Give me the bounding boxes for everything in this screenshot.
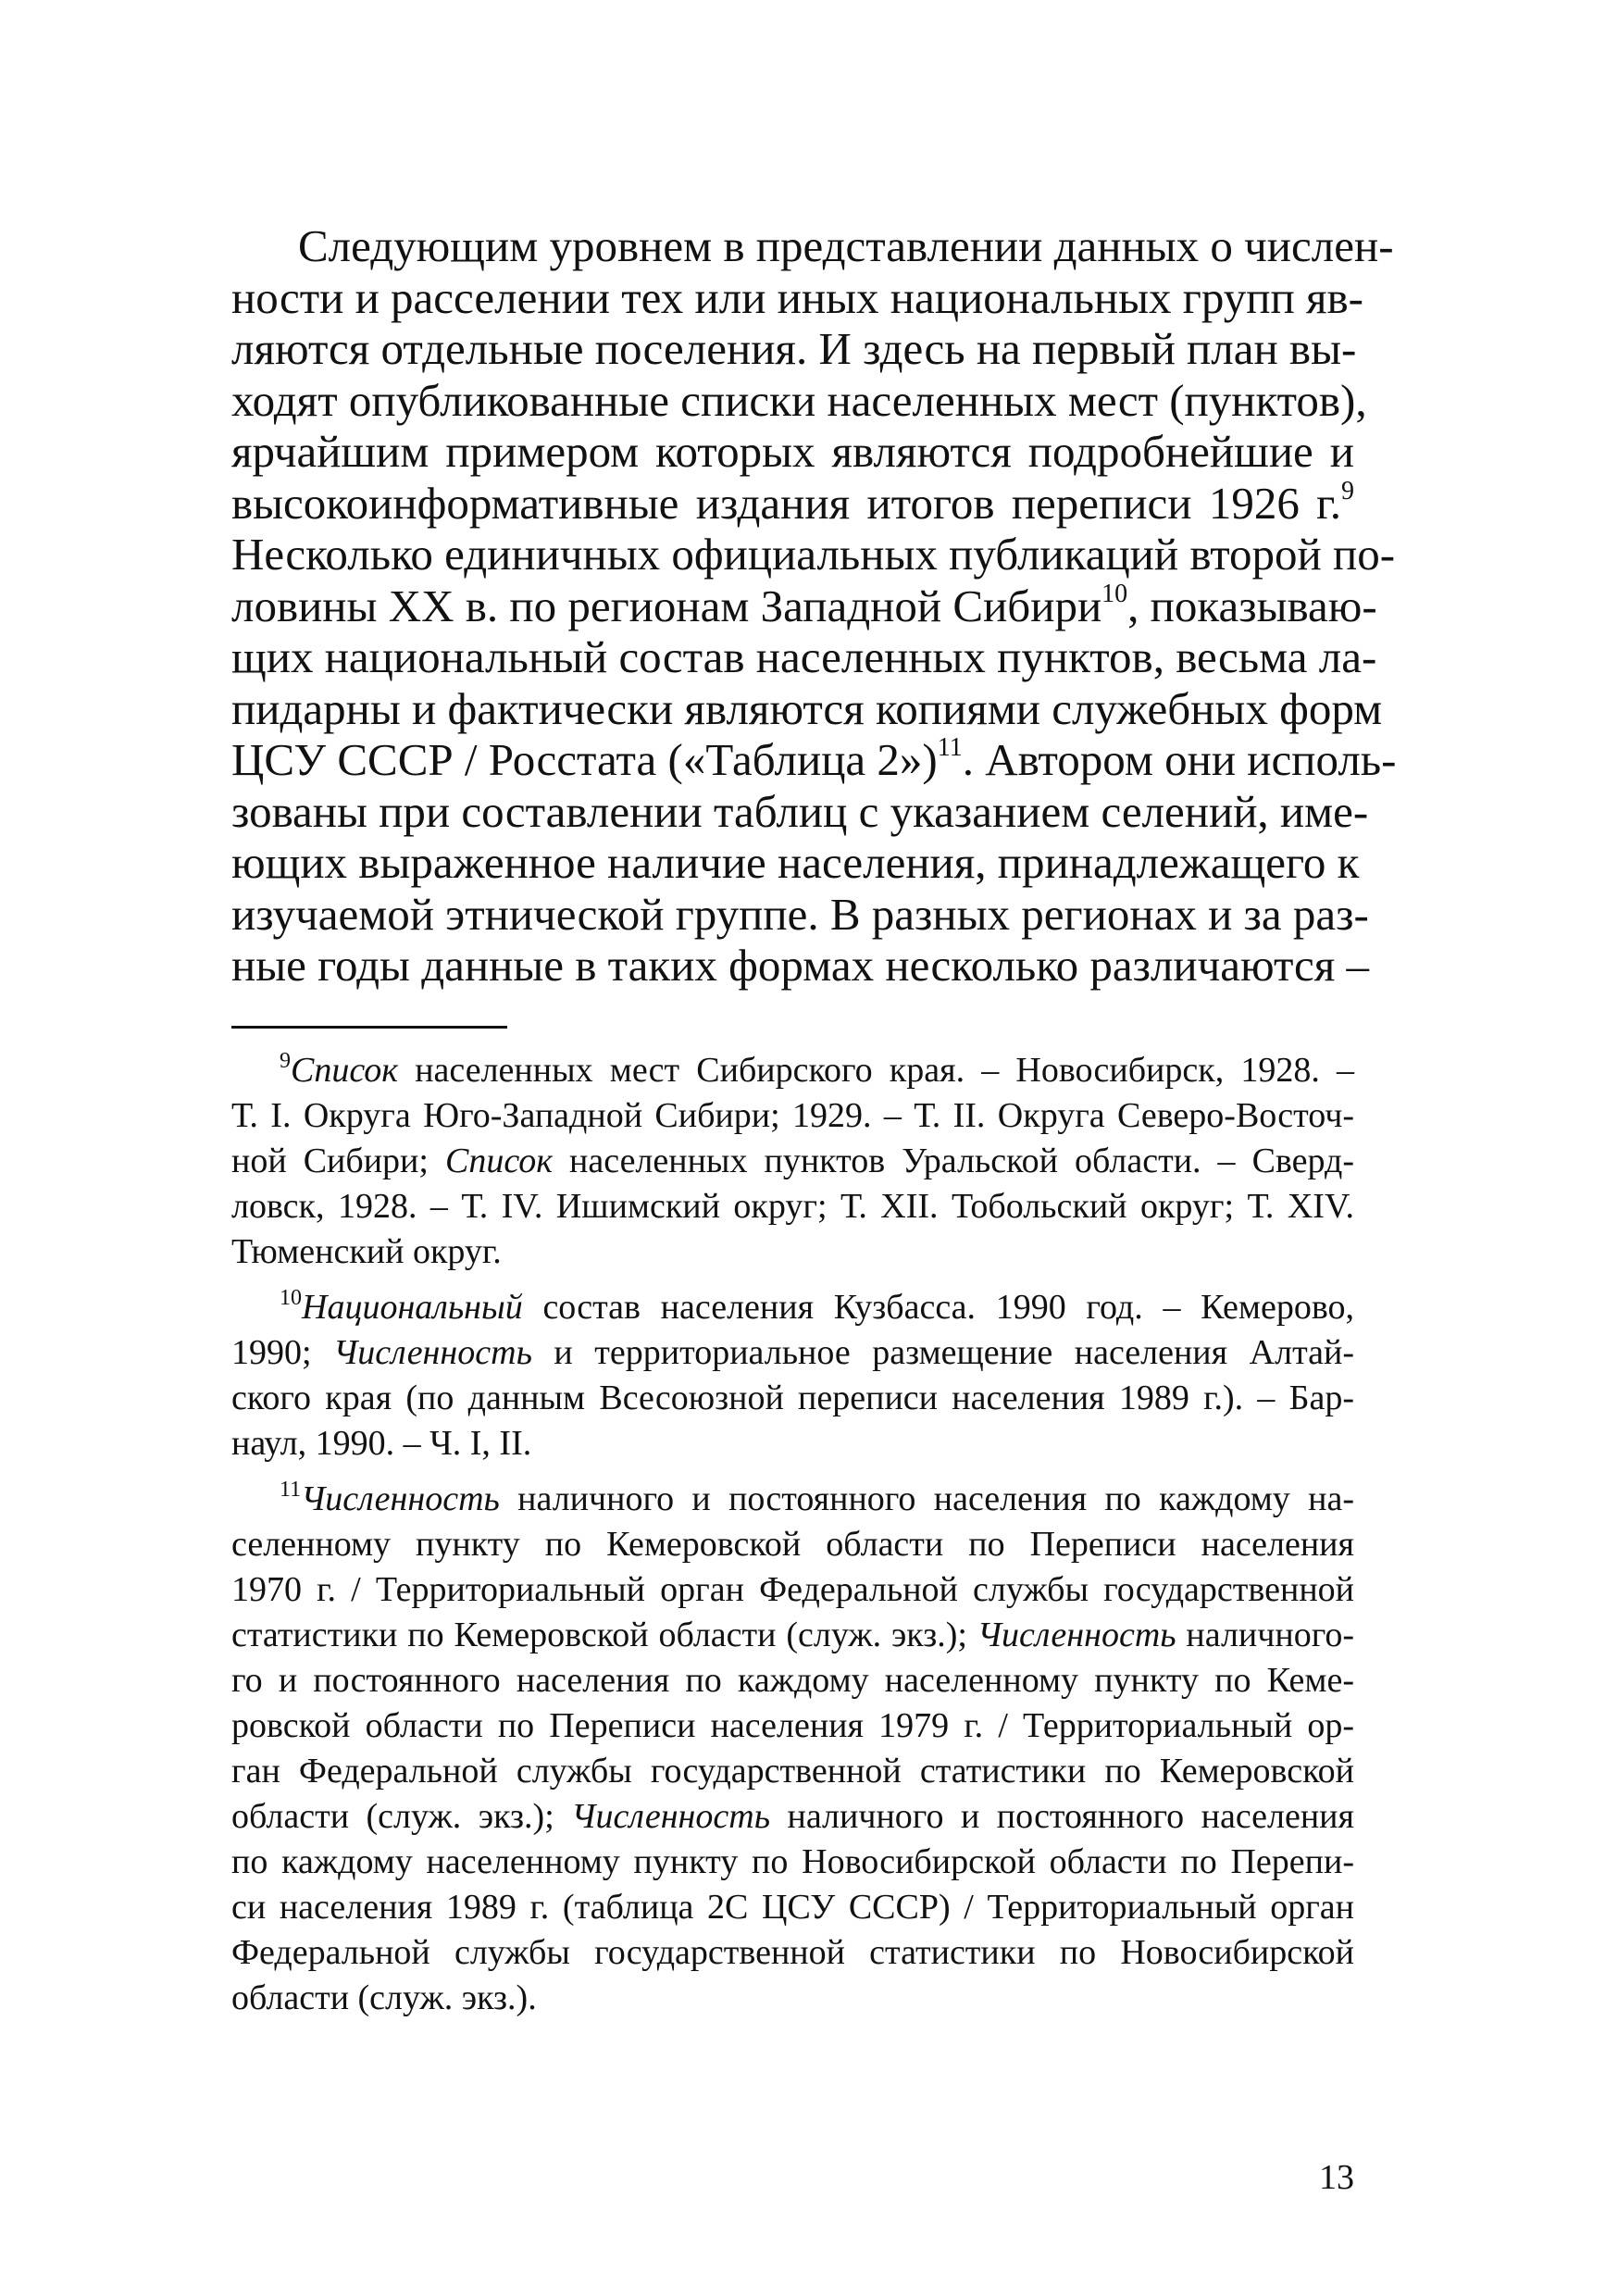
footnote-line: ского края (по данным Всесоюзной переписи населения 1989 г.). – Бар- [231,1379,1354,1417]
paragraph-line: пидарны и фактически являются копиями служебных форм [231,682,1383,734]
paragraph-line: ловины XX в. по регионам Западной Сибири$^{10}$, показываю- [231,579,1377,631]
paragraph-line: Несколько единичных официальных публикаций второй по- [231,529,1396,580]
footnote-9 [231,1048,1354,1275]
paragraph-line: изучаемой этнической группе. В разных регионах и за раз- [231,888,1369,940]
footnote-line: си населения 1989 г. (таблица 2С ЦСУ СССР) / Территориальный орган [231,1888,1354,1927]
footnote-mark: 10 [280,1286,302,1310]
footnote-line: ровской области по Переписи населения 1979 г. / Территориальный ор- [231,1706,1354,1745]
main-paragraph [231,220,1397,992]
footnotes [231,1048,1354,2021]
footnote-ref-9: 9 [1341,476,1354,505]
footnote-line: статистики по Кемеровской области (служ. экз.); Численность наличного- [231,1616,1355,1654]
footnote-line: ган Федеральной службы государственной статистики по Кемеровской [231,1752,1354,1791]
paragraph-line: щих национальный состав населенных пунктов, весьма ла- [231,631,1377,682]
footnote-mark: 9 [280,1049,291,1073]
paragraph-line: высокоинформативные издания итогов переписи 1926 г.$^9$ [231,476,1354,529]
footnote-ref-11: 11 [937,733,963,762]
footnote-line: $^{11}$Численность наличного и постоянного населения по каждому на- [280,1478,1354,1518]
paragraph-line: ляются отдельные поселения. И здесь на первый план вы- [231,323,1357,374]
paragraph-line: ярчайшим примером которых являются подробнейшие и [231,426,1354,477]
footnote-line: 1970 г. / Территориальный орган Федеральной службы государственной [231,1570,1354,1609]
footnote-line: ной Сибири; Список населенных пунктов Уральской области. – Сверд- [231,1142,1354,1180]
footnote-line: селенному пункту по Кемеровской области по Переписи населения [231,1525,1354,1564]
footnote-line: $^{10}$Национальный состав населения Кузбасса. 1990 год. – Кемерово, [280,1286,1354,1327]
footnote-line: по каждому населенному пункту по Новосибирской области по Перепи- [231,1842,1354,1881]
footnote-ref-10: 10 [1101,579,1128,608]
footnote-line: области (служ. экз.); Численность наличного и постоянного населения [231,1797,1354,1836]
footnote-line: Тюменский округ. [231,1232,502,1271]
book-page [231,0,1397,2296]
paragraph-line: ходят опубликованные списки населенных мест (пунктов), [231,374,1367,426]
footnote-line: ловск, 1928. – Т. IV. Ишимский округ; Т. XII. Тобольский округ; Т. XIV. [231,1187,1354,1226]
footnote-11 [231,1477,1354,2021]
footnote-line: наул, 1990. – Ч. I, II. [231,1424,532,1463]
footnote-line: Федеральной службы государственной статистики по Новосибирской [231,1933,1354,1972]
paragraph-line: Следующим уровнем в представлении данных о числен- [298,220,1394,271]
paragraph-line: ющих выраженное наличие населения, принадлежащего к [231,837,1360,888]
paragraph-line: ности и расселении тех или иных национальных групп яв- [231,271,1363,323]
footnote-divider [231,1026,507,1029]
footnote-line: 1990; Численность и территориальное размещение населения Алтай- [231,1333,1355,1372]
paragraph-line: ные годы данные в таких формах несколько различаются – [231,940,1370,991]
paragraph-line: ЦСУ СССР / Росстата («Таблица 2»)$^{11}$. Автором они исполь- [231,733,1397,785]
page-number: 13 [1319,2158,1354,2197]
footnote-line: области (служ. экз.). [231,1978,537,2017]
footnote-line: Т. I. Округа Юго-Западной Сибири; 1929. – Т. II. Округа Северо-Восточ- [231,1096,1354,1135]
footnote-line: го и постоянного населения по каждому населенному пункту по Кеме- [231,1661,1354,1700]
footnote-mark: 11 [280,1478,302,1502]
paragraph-line: зованы при составлении таблиц с указанием селений, име- [231,785,1369,837]
footnote-10 [231,1285,1354,1466]
footnote-line: $^9$Список населенных мест Сибирского края. – Новосибирск, 1928. – [280,1049,1354,1090]
